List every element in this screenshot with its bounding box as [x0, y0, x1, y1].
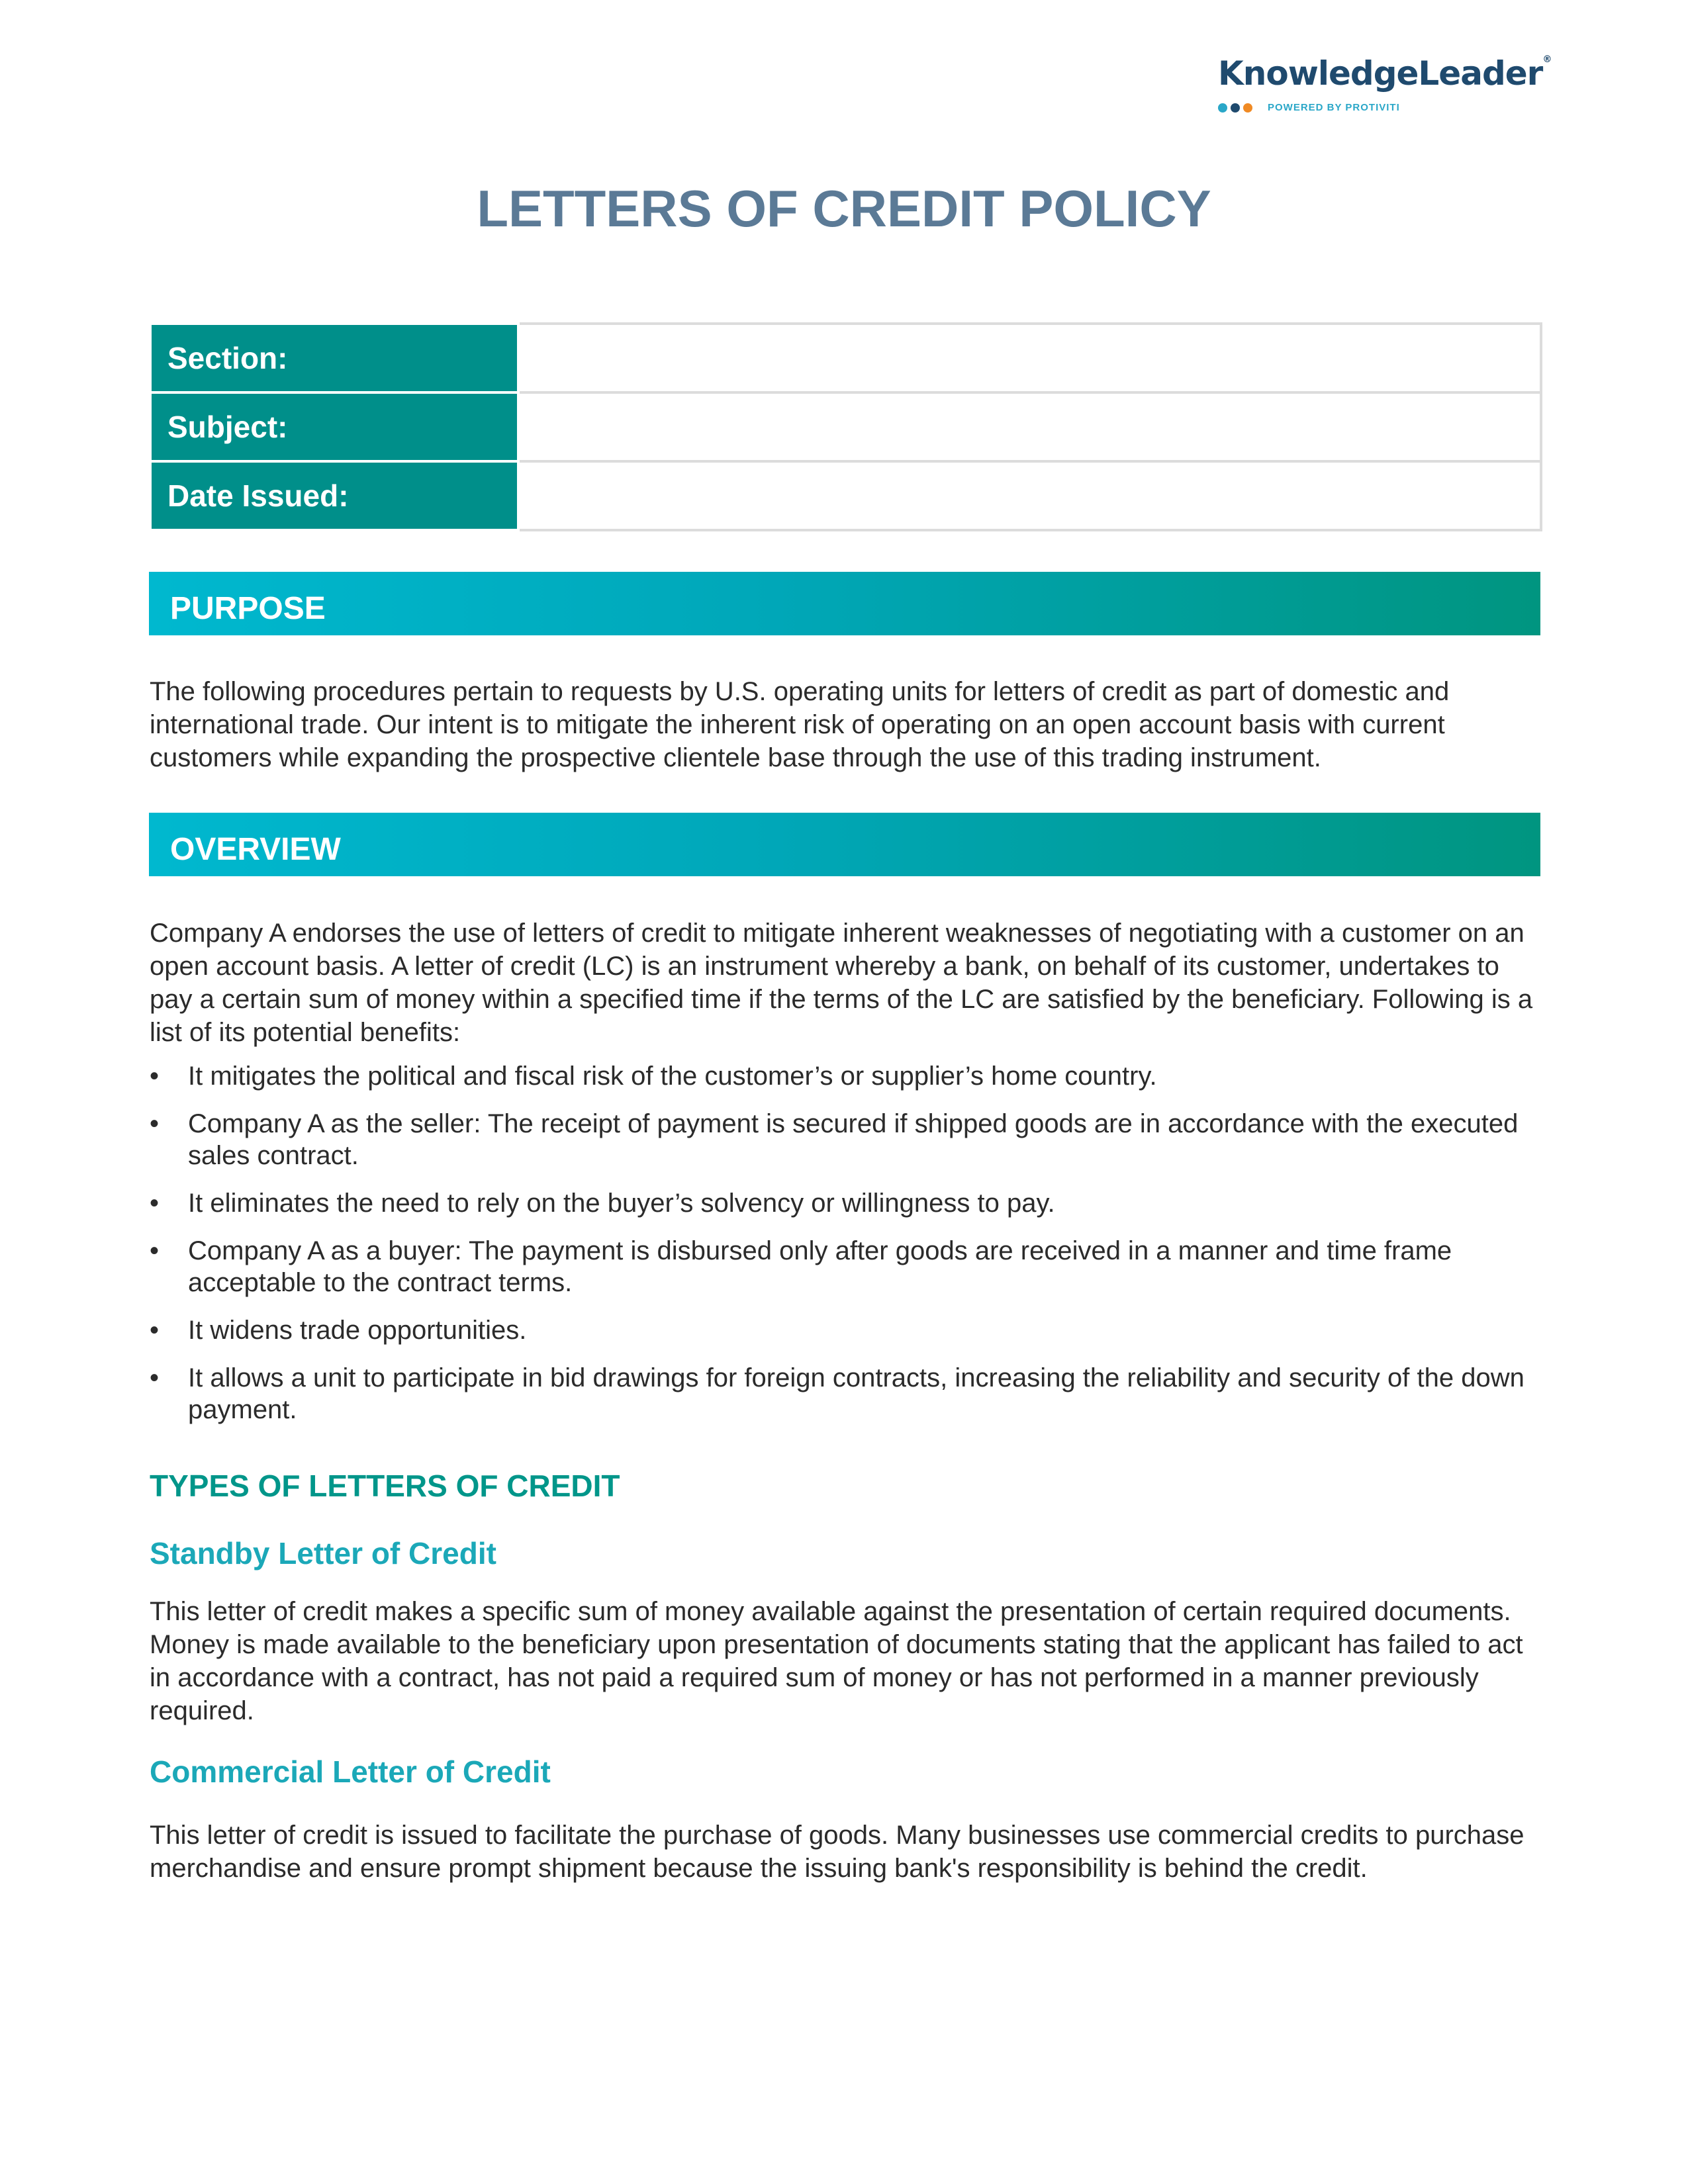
bullet-icon: •: [150, 1189, 160, 1218]
logo-name: KnowledgeLeader: [1218, 54, 1543, 93]
meta-row-section: [150, 324, 1541, 392]
knowledgeleader-logo: [1218, 54, 1552, 113]
logo-tagline: POWERED BY PROTIVITI: [1268, 102, 1400, 113]
date-issued-label: Date Issued:: [150, 461, 518, 530]
page-title: LETTERS OF CREDIT POLICY: [477, 179, 1211, 238]
purpose-banner: PURPOSE: [149, 572, 1540, 635]
commercial-text: This letter of credit is issued to facilitate the purchase of goods. Many businesses use commercial credits to purchase merchandise and ensure prompt shipment because the issuing bank's responsibility is behind the credit.: [150, 1821, 1524, 1883]
meta-row-date-issued: [150, 461, 1541, 530]
section-label: Section:: [150, 324, 518, 392]
commercial-heading: Commercial Letter of Credit: [150, 1754, 551, 1789]
bullet-icon: •: [150, 1363, 160, 1392]
list-item-text: It eliminates the need to rely on the buyer’s solvency or willingness to pay.: [188, 1189, 1055, 1218]
bullet-icon: •: [150, 1316, 160, 1345]
bullet-icon: •: [150, 1236, 160, 1265]
subject-value[interactable]: [518, 392, 1541, 461]
list-item-text: Company A as the seller: The receipt of payment is secured if shipped goods are in accordance with the executed sales contract.: [188, 1109, 1519, 1170]
overview-banner: OVERVIEW: [149, 813, 1540, 876]
overview-text: Company A endorses the use of letters of credit to mitigate inherent weaknesses of negotiating with a customer on an open account basis. A letter of credit (LC) is an instrument whereby a bank, on behalf of its customer, undertakes to pay a certain sum of money within a specified time if the terms of the LC are satisfied by the beneficiary. Following is a list of its potential benefits:: [150, 919, 1533, 1047]
purpose-text: The following procedures pertain to requests by U.S. operating units for letters of credit as part of domestic and international trade. Our intent is to mitigate the inherent risk of operating on an open account basis with current customers while expanding the prospective clientele base through the use of this trading instrument.: [150, 677, 1450, 772]
list-item-text: It mitigates the political and fiscal risk of the customer’s or supplier’s home country.: [188, 1062, 1157, 1091]
bullet-icon: •: [150, 1062, 160, 1091]
list-item: [150, 1362, 1546, 1426]
standby-heading: Standby Letter of Credit: [150, 1536, 496, 1570]
logo-dot-icon: [1218, 103, 1227, 113]
registered-mark-icon: ®: [1542, 54, 1552, 65]
list-item: [150, 1235, 1546, 1298]
list-item: [150, 1187, 1546, 1219]
list-item: [150, 1314, 1546, 1346]
section-value[interactable]: [518, 324, 1541, 392]
benefits-list: [150, 1060, 1546, 1441]
list-item: [150, 1108, 1546, 1171]
date-issued-value[interactable]: [518, 461, 1541, 530]
standby-text: This letter of credit makes a specific sum of money available against the presentation of certain required documents. Money is made available to the beneficiary upon presentation of documents stating that the applicant has failed to act in accordance with a contract, has not paid a required sum of money or has not performed in a manner previously required.: [150, 1597, 1523, 1725]
logo-dot-icon: [1243, 103, 1252, 113]
types-heading: TYPES OF LETTERS OF CREDIT: [150, 1469, 620, 1503]
list-item: [150, 1060, 1546, 1092]
logo-dot-icon: [1231, 103, 1240, 113]
list-item-text: It allows a unit to participate in bid drawings for foreign contracts, increasing the reliability and security of the down payment.: [188, 1363, 1524, 1424]
list-item-text: It widens trade opportunities.: [188, 1316, 527, 1345]
policy-meta-table: [149, 322, 1542, 531]
bullet-icon: •: [150, 1109, 160, 1138]
meta-row-subject: [150, 392, 1541, 461]
subject-label: Subject:: [150, 392, 518, 461]
list-item-text: Company A as a buyer: The payment is disbursed only after goods are received in a manner and time frame acceptable to the contract terms.: [188, 1236, 1452, 1297]
logo-tagline-row: [1218, 102, 1536, 113]
logo-wordmark: [1218, 54, 1552, 93]
